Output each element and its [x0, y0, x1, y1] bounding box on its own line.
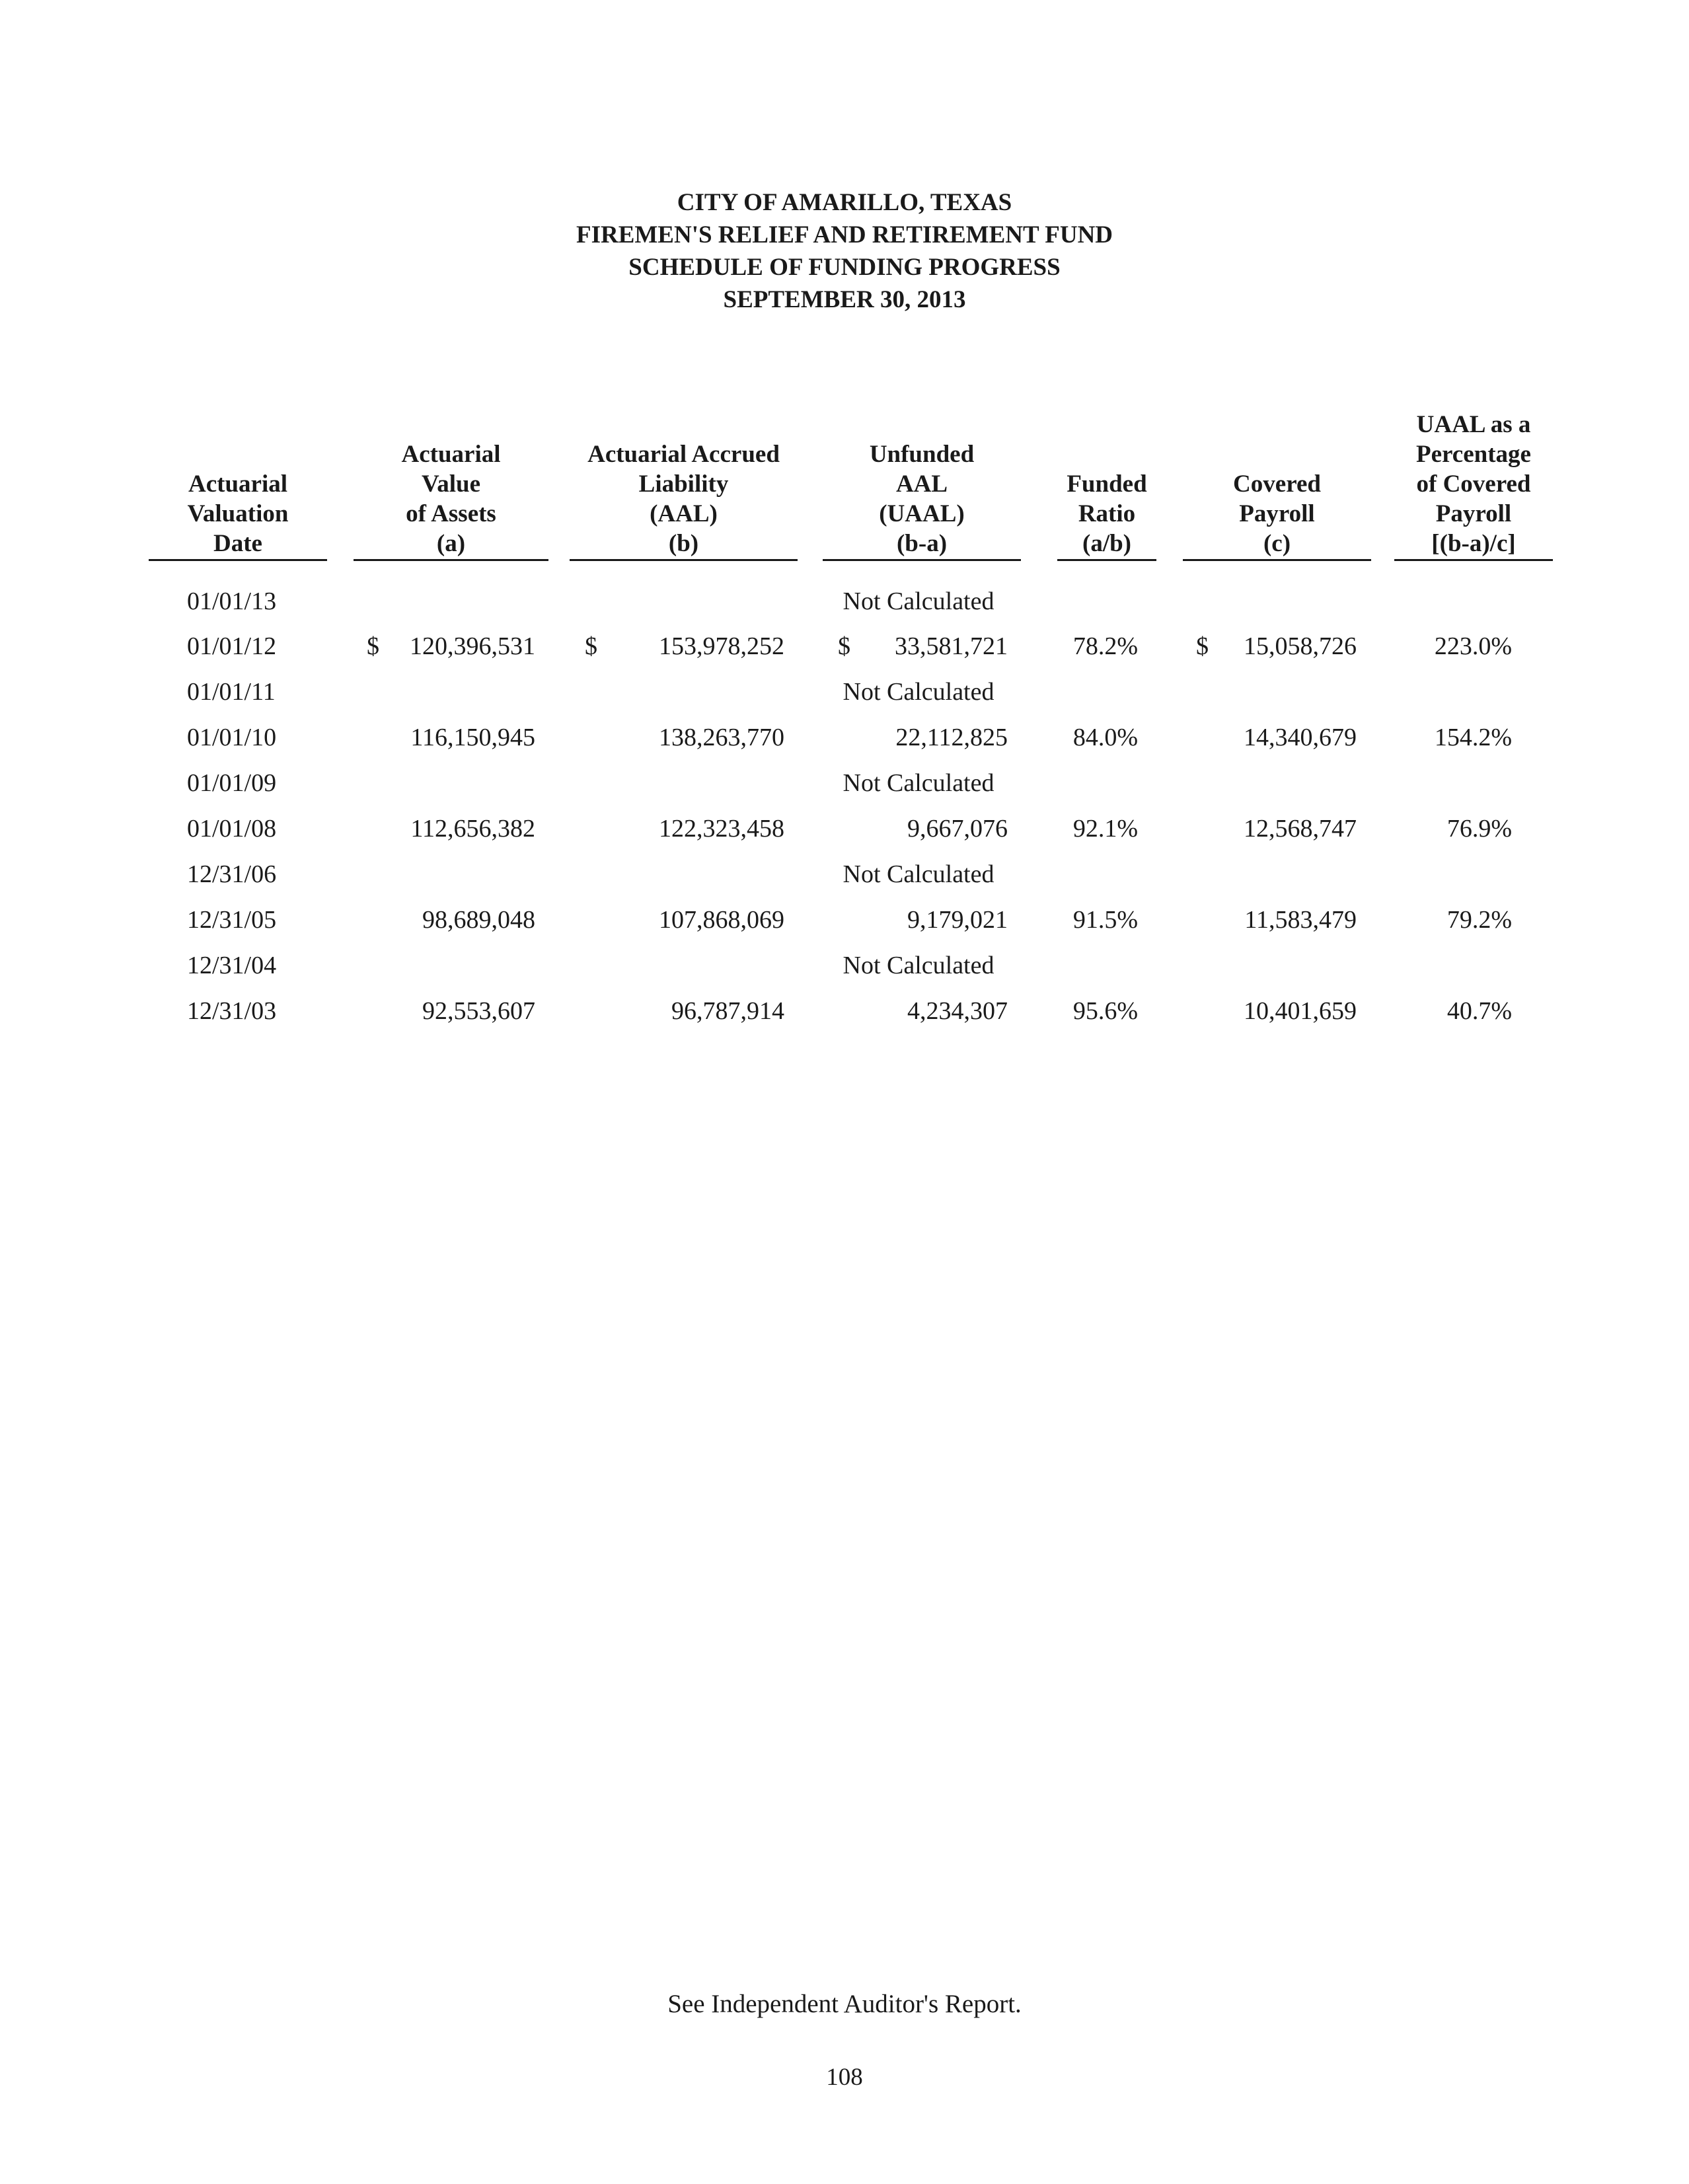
- page-number: 108: [826, 2064, 863, 2091]
- cell-pct: 223.0%: [1434, 632, 1512, 660]
- title-line-3: SCHEDULE OF FUNDING PROGRESS: [628, 254, 1061, 281]
- row-date: 12/31/06: [187, 860, 277, 888]
- header-underline-payroll: [1183, 559, 1371, 561]
- cell-pct: 154.2%: [1434, 724, 1512, 751]
- cell-payroll: 14,340,679: [1244, 724, 1357, 751]
- row-date: 12/31/03: [187, 997, 277, 1025]
- cell-uaal: 9,179,021: [907, 906, 1008, 934]
- dollar-sign: $: [1196, 632, 1209, 660]
- cell-uaal: 22,112,825: [895, 724, 1008, 751]
- title-line-4: SEPTEMBER 30, 2013: [723, 286, 966, 313]
- row-date: 01/01/11: [187, 678, 276, 706]
- dollar-sign: $: [585, 632, 597, 660]
- cell-ratio: 92.1%: [1072, 815, 1138, 843]
- cell-aal: 107,868,069: [659, 906, 784, 934]
- cell-assets: 120,396,531: [410, 632, 535, 660]
- header-underline-date: [149, 559, 327, 561]
- cell-ratio: 78.2%: [1072, 632, 1138, 660]
- row-date: 12/31/04: [187, 952, 277, 979]
- row-note: Not Calculated: [843, 769, 995, 797]
- cell-aal: 96,787,914: [671, 997, 784, 1025]
- cell-assets: 112,656,382: [410, 815, 535, 843]
- cell-pct: 79.2%: [1446, 906, 1512, 934]
- cell-aal: 122,323,458: [659, 815, 784, 843]
- row-date: 01/01/13: [187, 587, 277, 615]
- row-date: 01/01/12: [187, 632, 277, 660]
- header-unfunded-aal: Unfunded AAL (UAAL) (b-a): [869, 441, 975, 557]
- cell-aal: 138,263,770: [659, 724, 784, 751]
- row-note: Not Calculated: [843, 952, 995, 979]
- cell-payroll: 15,058,726: [1244, 632, 1357, 660]
- header-funded-ratio: Funded Ratio (a/b): [1067, 471, 1147, 557]
- cell-assets: 98,689,048: [422, 906, 535, 934]
- cell-payroll: 10,401,659: [1244, 997, 1357, 1025]
- cell-assets: 116,150,945: [410, 724, 535, 751]
- cell-assets: 92,553,607: [422, 997, 535, 1025]
- cell-payroll: 11,583,479: [1244, 906, 1357, 934]
- dollar-sign: $: [838, 632, 850, 660]
- title-line-1: CITY OF AMARILLO, TEXAS: [677, 189, 1012, 216]
- cell-uaal: 33,581,721: [895, 632, 1008, 660]
- cell-payroll: 12,568,747: [1244, 815, 1357, 843]
- cell-ratio: 91.5%: [1072, 906, 1138, 934]
- title-line-2: FIREMEN'S RELIEF AND RETIREMENT FUND: [576, 221, 1113, 248]
- header-underline-assets: [354, 559, 548, 561]
- header-actuarial-value: Actuarial Value of Assets (a): [401, 441, 501, 557]
- document-title: [0, 186, 1689, 316]
- header-uaal-percentage: UAAL as a Percentage of Covered Payroll [(b-a)/c]: [1416, 411, 1531, 557]
- row-note: Not Calculated: [843, 587, 995, 615]
- cell-aal: 153,978,252: [659, 632, 784, 660]
- header-covered-payroll: Covered Payroll (c): [1233, 471, 1321, 557]
- header-accrued-liability: Actuarial Accrued Liability (AAL) (b): [587, 441, 780, 557]
- row-date: 12/31/05: [187, 906, 277, 934]
- cell-ratio: 95.6%: [1072, 997, 1138, 1025]
- auditor-report-note: See Independent Auditor's Report.: [667, 1990, 1022, 2018]
- header-underline-uaal: [823, 559, 1021, 561]
- cell-uaal: 4,234,307: [907, 997, 1008, 1025]
- header-underline-ratio: [1057, 559, 1156, 561]
- header-valuation-date: Actuarial Valuation Date: [187, 471, 289, 557]
- cell-pct: 40.7%: [1446, 997, 1512, 1025]
- cell-pct: 76.9%: [1446, 815, 1512, 843]
- dollar-sign: $: [367, 632, 379, 660]
- row-date: 01/01/09: [187, 769, 277, 797]
- cell-uaal: 9,667,076: [907, 815, 1008, 843]
- header-underline-pct: [1394, 559, 1553, 561]
- cell-ratio: 84.0%: [1072, 724, 1138, 751]
- row-note: Not Calculated: [843, 860, 995, 888]
- row-date: 01/01/10: [187, 724, 277, 751]
- row-date: 01/01/08: [187, 815, 277, 843]
- header-underline-aal: [570, 559, 798, 561]
- row-note: Not Calculated: [843, 678, 995, 706]
